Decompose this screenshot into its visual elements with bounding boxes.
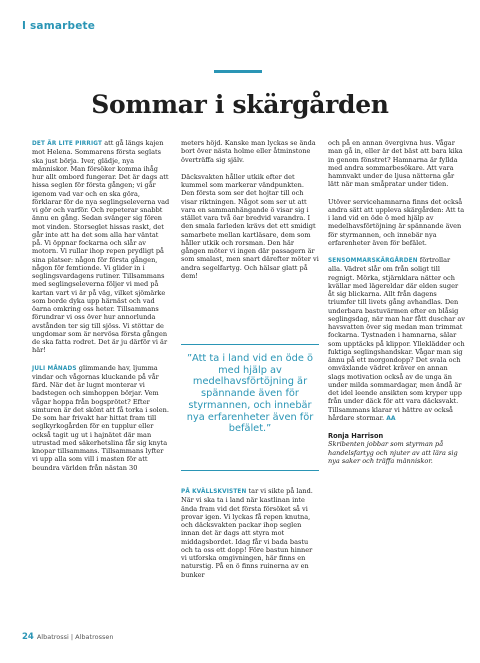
paragraph xyxy=(328,198,466,248)
pull-quote: ”Att ta i land vid en öde ö med hjälp av medelhavsförtöjning är spännande även för styrmannen, och innebär nya erfarenheter även för befälet.” xyxy=(181,344,319,471)
section-label: I samarbete xyxy=(22,20,96,32)
byline-name: Ronja Harrison xyxy=(328,432,384,440)
paragraph xyxy=(32,139,170,355)
paragraph-text: och på en annan övergivna hus. Vågar man gå in, eller är det bäst att bara kika in genom fönstret? Hamnarna är fyllda med andra sommarbesökare. Att vara hamnvakt under de ljusa nätterna går lätt när man småpratar under tiden. xyxy=(328,139,463,189)
paragraph xyxy=(328,256,466,423)
article-column-3 xyxy=(328,139,466,465)
article-column-1 xyxy=(32,139,170,481)
paragraph-text: att gå längs kajen mot Helena. Sommarens första seglats ska just börja. Iver, glädje, nya människor. Man försöker komma ihåg hur allt ombord fungerar. Det är dags att hissa seglen för första gången; vi går igenom vad var och en ska göra, förklarar för de nya seglingseleverna vad vi gör och varför. Och repeterar snabbt ännu en gång. Sedan svänger sig fören mot vinden. Storseglet hissas raskt, det går inte att ha det som alla har väntat på. Vi öppnar fockarna och slår av motorn. Vi rullar ihop repen prydligt på sina platser: någon för första gången, någon för femtionde. Vi glider in i seglingsvardagens rutiner. Tillsammans med seglingseleverna följer vi med på kartan vart vi är på väg, vilket sjömärke som borde dyka upp härnäst och vad öarna omkring oss heter. Tillsammans förundrar vi oss över hur annorlunda avstånden ter sig till sjöss. Vi stöttar de ungdomar som är nervösa första gången de ska fatta rodret. Det är ju därför vi är här! xyxy=(32,139,170,355)
headline-bold: i skärgården xyxy=(214,90,389,119)
paragraph xyxy=(328,139,466,189)
paragraph xyxy=(181,487,319,579)
article-column-2-lower xyxy=(181,487,319,579)
page-footer xyxy=(22,632,113,642)
end-mark-icon: AA xyxy=(386,414,396,422)
page-number: 24 xyxy=(22,632,34,642)
paragraph-text: tar vi sikte på land. När vi ska ta i land när kastlinan inte ända fram vid det första försöket så vi provar igen. Vi lyckas få repen knutna, och däcksvakten packar ihop seglen innan det är dags att styra mot middagsbordet. Idag får vi bada bastu och ta oss ett dopp! Före bastun hinner vi utforska omgivningen, här finns en naturstig. På en ö finns ruinerna av en bunker xyxy=(181,487,313,579)
publication-name: Albatrossi | Albatrossen xyxy=(36,633,114,641)
paragraph xyxy=(181,139,319,164)
paragraph xyxy=(181,173,319,280)
paragraph-text: glimmande hav, ljumma vindar och vågornas kluckande på vår färd. När det är lugnt monterar vi badstegen och simhoppen börjar. Vem vågar hoppa från bogsprötet? Efter simturen är det skönt att få torka i solen. De som har frivakt har hittat fram till seglkyrkogården för en tupplur eller också tagit ug ut i hajnätet där man utrustad med säkerhetslina får sig knyta knopar tillsammans. Tillsammans lyfter vi upp alla som vill i masten för att beundra världen från nästan 30 xyxy=(32,363,169,472)
paragraph-text: Däcksvakten håller utkik efter det kummel som markerar vändpunkten. Den första som ser det hojtar till och visar riktningen. Något som ser ut att vara en sammanhängande ö visar sig i stället vara två öar bredvid varandra. I den smala farleden krävs det ett smidigt samarbete mellan kartläsare, dem som håller utkik och rorsman. Den här gången möter vi ingen där passagern är som smalast, men snart därefter möter vi andra segelfartyg. Och hälsar glatt på dem! xyxy=(181,172,319,280)
paragraph-lead: SENSOMMARSKÄRGÅRDEN xyxy=(328,258,418,264)
paragraph xyxy=(32,364,170,472)
paragraph-lead: DET ÄR LITE PIRRIGT xyxy=(32,141,103,147)
paragraph-lead: JULI MÅNADS xyxy=(32,365,77,372)
paragraph-lead: PÅ KVÄLLSKVISTEN xyxy=(181,489,247,495)
paragraph-text: meters höjd. Kanske man lyckas se ända bort över nästa holme eller åtminstone överträffa sig själv. xyxy=(181,139,316,164)
headline-regular: Sommar xyxy=(91,90,215,119)
paragraph-text: Utöver servicehamnarna finns det också andra sätt att uppleva skärgården: Att ta i land vid en öde ö med hjälp av medelhavsförtöjning är spännande även för styrmannen, och innebär nya erfarenheter även för befälet. xyxy=(328,197,465,247)
article-column-2 xyxy=(181,139,319,289)
paragraph-text: förtrollar alla. Vädret slår om från soligt till regnigt. Mörka, stjärnklara nätter och kvällar med lägereldar där elden suger åt sig blickarna. Allt från dagens triumfer till livets gång avhandlas. Den underbara bastuvärmen efter en blåsig seglingsdag, när man har fått duschar av havsvatten över sig medan man trimmat fockarna. Tystnaden i hamnarna, sälar som upptäcks på klippor. Ylleklädder och fuktiga seglingshandskar. Vågar man sig ännu på ett morgondopp? Det svala och omväxlande vädret kräver en annan slags motivation också av de unga än under milda sommardagar, men ändå är det idel leende ansikten som kryper upp från under däck för att vara däcksvakt. Tillsammans klarar vi hättre av också hårdare stormar. xyxy=(328,256,465,422)
accent-divider xyxy=(214,70,262,73)
byline-description: Skribenten jobbar som styrman på handelsfartyg och njuter av att lära sig nya saker och träffa människor. xyxy=(328,440,458,465)
article-headline xyxy=(0,90,480,119)
